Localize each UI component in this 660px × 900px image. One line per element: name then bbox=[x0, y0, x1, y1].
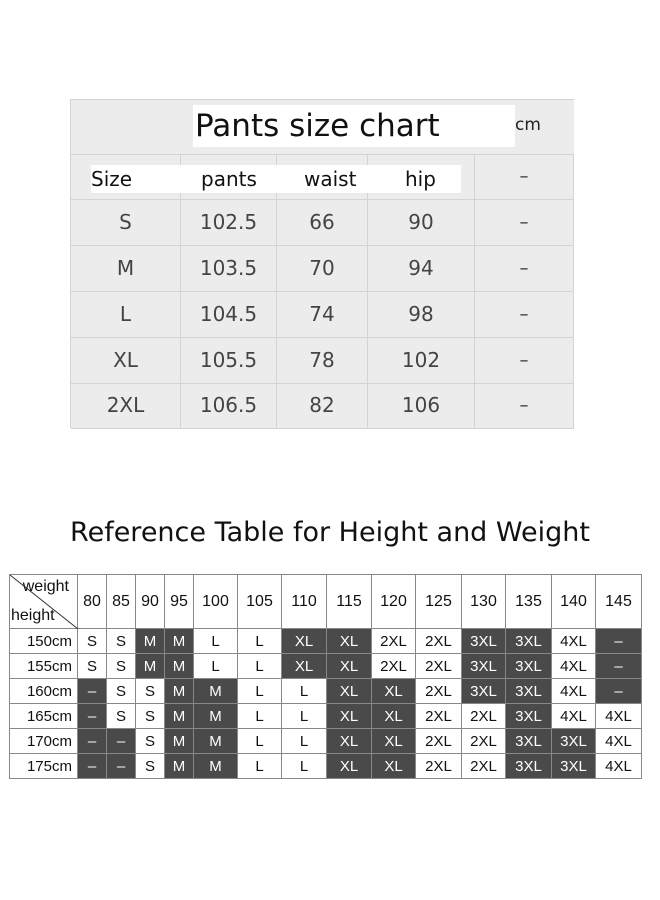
size-cell: S bbox=[107, 654, 136, 679]
height-row bbox=[10, 679, 642, 704]
weight-header-cell: 145 bbox=[596, 575, 642, 629]
size-cell: 3XL bbox=[462, 629, 506, 654]
weight-header-row bbox=[10, 575, 642, 629]
height-label: 170cm bbox=[10, 729, 78, 754]
weight-header-cell: 130 bbox=[462, 575, 506, 629]
size-cell: – bbox=[78, 679, 107, 704]
height-weight-table bbox=[9, 574, 642, 779]
size-cell: L bbox=[194, 629, 238, 654]
size-cell: XL bbox=[327, 704, 372, 729]
weight-header-cell: 95 bbox=[165, 575, 194, 629]
size-cell: L bbox=[194, 654, 238, 679]
height-row bbox=[10, 754, 642, 779]
size-cell: L bbox=[238, 679, 282, 704]
height-label: 150cm bbox=[10, 629, 78, 654]
size-cell: S bbox=[107, 679, 136, 704]
weight-header-cell: 140 bbox=[552, 575, 596, 629]
size-cell: 4XL bbox=[552, 704, 596, 729]
size-row: XL 105.5 78 102 – bbox=[71, 338, 574, 384]
size-cell: XL bbox=[282, 629, 327, 654]
size-cell: XL bbox=[327, 679, 372, 704]
size-cell: XL bbox=[327, 654, 372, 679]
weight-header-cell: 115 bbox=[327, 575, 372, 629]
size-cell: L bbox=[282, 704, 327, 729]
size-row: 2XL 106.5 82 106 – bbox=[71, 383, 574, 429]
size-cell: XL bbox=[372, 679, 416, 704]
weight-header-cell: 90 bbox=[136, 575, 165, 629]
size-cell: 2XL bbox=[462, 704, 506, 729]
height-label: 160cm bbox=[10, 679, 78, 704]
size-cell: 3XL bbox=[462, 654, 506, 679]
height-label: 155cm bbox=[10, 654, 78, 679]
size-cell: 2XL bbox=[372, 629, 416, 654]
size-chart-unit: cm bbox=[515, 115, 541, 135]
size-chart-title-row bbox=[71, 100, 574, 155]
size-cell: – bbox=[78, 754, 107, 779]
size-cell: – bbox=[107, 729, 136, 754]
size-cell: M bbox=[165, 679, 194, 704]
weight-header-cell: 80 bbox=[78, 575, 107, 629]
size-cell: – bbox=[596, 679, 642, 704]
weight-header-cell: 110 bbox=[282, 575, 327, 629]
size-cell: S bbox=[136, 704, 165, 729]
size-cell: S bbox=[107, 704, 136, 729]
size-cell: L bbox=[238, 729, 282, 754]
size-cell: 4XL bbox=[552, 654, 596, 679]
height-row bbox=[10, 629, 642, 654]
size-cell: – bbox=[596, 654, 642, 679]
size-cell: 3XL bbox=[506, 754, 552, 779]
size-cell: 2XL bbox=[462, 754, 506, 779]
pants-size-chart bbox=[70, 99, 574, 428]
size-cell: – bbox=[596, 629, 642, 654]
size-cell: 2XL bbox=[416, 704, 462, 729]
size-cell: XL bbox=[372, 704, 416, 729]
size-cell: 3XL bbox=[506, 729, 552, 754]
size-cell: 3XL bbox=[462, 679, 506, 704]
header-waist: waist bbox=[304, 167, 357, 191]
size-chart-header-row bbox=[71, 154, 574, 200]
size-cell: – bbox=[78, 729, 107, 754]
size-cell: M bbox=[194, 679, 238, 704]
header-pants: pants bbox=[201, 167, 257, 191]
size-cell: XL bbox=[327, 729, 372, 754]
height-row bbox=[10, 729, 642, 754]
weight-header-cell: 85 bbox=[107, 575, 136, 629]
size-cell: XL bbox=[282, 654, 327, 679]
size-cell: 3XL bbox=[506, 654, 552, 679]
size-cell: XL bbox=[372, 729, 416, 754]
size-cell: 2XL bbox=[372, 654, 416, 679]
size-chart-title: Pants size chart bbox=[193, 105, 515, 147]
size-cell: 3XL bbox=[552, 754, 596, 779]
size-cell: 2XL bbox=[416, 654, 462, 679]
size-cell: 4XL bbox=[552, 679, 596, 704]
size-cell: S bbox=[78, 654, 107, 679]
size-cell: M bbox=[194, 729, 238, 754]
size-row: S 102.5 66 90 – bbox=[71, 200, 574, 246]
size-cell: 2XL bbox=[416, 679, 462, 704]
size-cell: L bbox=[282, 679, 327, 704]
size-cell: L bbox=[238, 629, 282, 654]
size-cell: M bbox=[165, 729, 194, 754]
size-cell: 3XL bbox=[506, 679, 552, 704]
size-row: L 104.5 74 98 – bbox=[71, 292, 574, 338]
size-cell: – bbox=[107, 754, 136, 779]
size-cell: L bbox=[238, 754, 282, 779]
size-cell: S bbox=[136, 754, 165, 779]
size-cell: 2XL bbox=[416, 729, 462, 754]
size-cell: 4XL bbox=[596, 704, 642, 729]
size-cell: 2XL bbox=[462, 729, 506, 754]
size-cell: 2XL bbox=[416, 629, 462, 654]
size-cell: M bbox=[165, 754, 194, 779]
weight-header-cell: 100 bbox=[194, 575, 238, 629]
height-label: 165cm bbox=[10, 704, 78, 729]
size-cell: M bbox=[194, 754, 238, 779]
size-cell: M bbox=[136, 629, 165, 654]
height-row bbox=[10, 654, 642, 679]
size-cell: XL bbox=[372, 754, 416, 779]
size-cell: 2XL bbox=[416, 754, 462, 779]
weight-header-cell: 120 bbox=[372, 575, 416, 629]
size-cell: M bbox=[165, 654, 194, 679]
size-cell: XL bbox=[327, 629, 372, 654]
size-cell: 3XL bbox=[506, 629, 552, 654]
height-row bbox=[10, 704, 642, 729]
weight-header-cell: 125 bbox=[416, 575, 462, 629]
reference-table-title: Reference Table for Height and Weight bbox=[70, 517, 590, 548]
size-cell: S bbox=[136, 679, 165, 704]
height-label: 175cm bbox=[10, 754, 78, 779]
size-cell: L bbox=[238, 704, 282, 729]
size-cell: S bbox=[78, 629, 107, 654]
size-cell: – bbox=[78, 704, 107, 729]
size-cell: 4XL bbox=[596, 729, 642, 754]
size-cell: L bbox=[282, 754, 327, 779]
corner-weight-label: weight bbox=[22, 578, 69, 595]
header-size: Size bbox=[91, 167, 133, 191]
size-cell: L bbox=[238, 654, 282, 679]
size-cell: L bbox=[282, 729, 327, 754]
size-cell: M bbox=[165, 629, 194, 654]
corner-cell bbox=[10, 575, 78, 629]
size-cell: M bbox=[194, 704, 238, 729]
header-hip: hip bbox=[405, 167, 436, 191]
size-cell: XL bbox=[327, 754, 372, 779]
size-cell: 3XL bbox=[552, 729, 596, 754]
corner-height-label: height bbox=[11, 607, 55, 624]
weight-header-cell: 105 bbox=[238, 575, 282, 629]
size-cell: M bbox=[165, 704, 194, 729]
size-cell: S bbox=[136, 729, 165, 754]
size-cell: 4XL bbox=[596, 754, 642, 779]
size-row: M 103.5 70 94 – bbox=[71, 246, 574, 292]
header-extra: – bbox=[475, 154, 574, 199]
size-cell: S bbox=[107, 629, 136, 654]
weight-header-cell: 135 bbox=[506, 575, 552, 629]
size-cell: M bbox=[136, 654, 165, 679]
size-cell: 3XL bbox=[506, 704, 552, 729]
size-cell: 4XL bbox=[552, 629, 596, 654]
